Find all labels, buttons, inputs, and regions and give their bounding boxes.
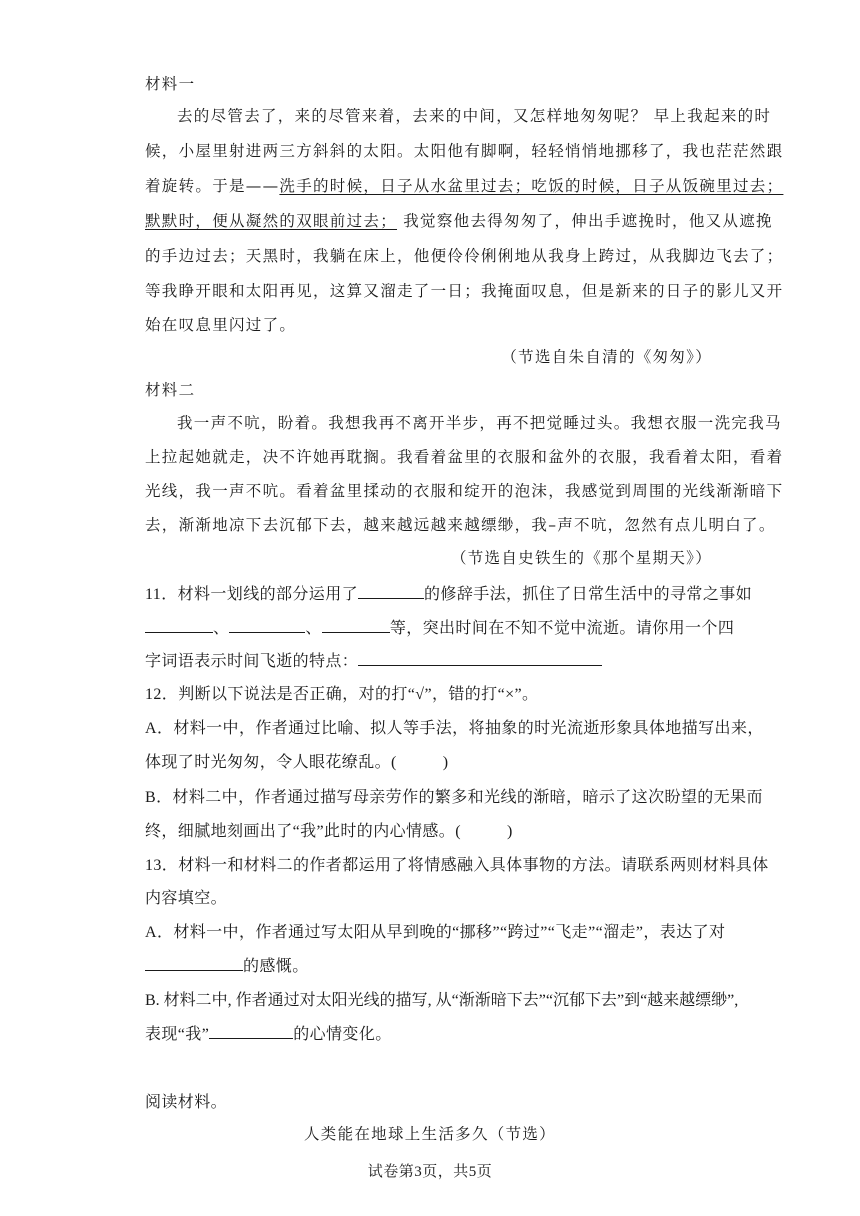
page-footer: 试卷第3页，共5页 [367, 1164, 493, 1180]
material2-line: 光线，我一声不吭。看着盆里揉动的衣服和绽开的泡沫，我感觉到周围的光线渐渐暗下 [145, 482, 784, 500]
q13-text: 的感慨。 [243, 958, 309, 975]
q13-text: 的心情变化。 [293, 1026, 392, 1043]
q11-blank-3[interactable] [229, 618, 305, 633]
q11-line [145, 648, 602, 671]
q13-stem: 内容填空。 [145, 890, 228, 907]
q12-option-b: B．材料二中，作者通过描写母亲劳作的繁多和光线的渐暗，暗示了这次盼望的无果而 [145, 789, 763, 806]
material1-underlined-text: 洗手的时候，日子从水盆里过去；吃饭的时候，日子从饭碗里过去； [279, 177, 784, 195]
q13-option-b: B. 材料二中, 作者通过对太阳光线的描写, 从“渐渐暗下去”“沉郁下去”到“越来越缥缈”, [145, 992, 739, 1009]
q11-text: 字词语表示时间飞逝的特点： [145, 653, 359, 670]
material1-underlined-text: 默默时，便从凝然的双眼前过去； [145, 212, 398, 230]
material1-text: 我觉察他去得匆匆了，伸出手遮挽时，他又从遮挽 [397, 212, 773, 230]
q11-blank-1[interactable] [358, 584, 424, 599]
q11-blank-4[interactable] [322, 618, 390, 633]
material2-line: 上拉起她就走，决不许她再耽搁。我看着盆里的衣服和盆外的衣服，我看着太阳，看着 [145, 448, 784, 466]
q11-line [145, 615, 734, 638]
material2-line: 我一声不吭，盼着。我想我再不离开半步，再不把觉睡过头。我想衣服一洗完我马 [177, 414, 782, 432]
material1-line: 的手边过去；天黑时，我躺在床上，他便伶伶俐俐地从我身上跨过，从我脚边飞去了； [145, 247, 784, 265]
q12-option-b-line [145, 818, 513, 841]
q11-blank-5[interactable] [358, 651, 602, 666]
q13-stem: 13．材料一和材料二的作者都运用了将情感融入具体事物的方法。请联系两则材料具体 [145, 857, 769, 874]
material1-line [145, 209, 773, 231]
material1-line: 去的尽管去了，来的尽管来着，去来的中间，又怎样地匆匆呢？ 早上我起来的时 [177, 107, 772, 125]
reading-intro: 阅读材料。 [145, 1094, 228, 1111]
q11-line [145, 581, 752, 604]
q13-option-b-line [145, 1021, 392, 1044]
q13-option-a: A．材料一中，作者通过写太阳从早到晚的“挪移”“跨过”“飞走”“溜走”，表达了对 [145, 924, 726, 941]
q13-blank-a[interactable] [145, 956, 243, 971]
material2-label: 材料二 [145, 381, 196, 399]
q11-separator: 、 [305, 620, 322, 637]
material1-label: 材料一 [145, 75, 196, 93]
q11-text: 等，突出时间在不知不觉中流逝。请你用一个四 [389, 620, 735, 637]
material1-text: 着旋转。于是—— [145, 177, 280, 195]
material1-line: 候，小屋里射进两三方斜斜的太阳。太阳他有脚啊，轻轻悄悄地挪移了，我也茫茫然跟 [145, 142, 784, 160]
q13-text: 表现“我” [145, 1026, 210, 1043]
material1-line: 始在叹息里闪过了。 [145, 316, 297, 334]
material1-source: （节选自朱自清的《匆匆》） [501, 348, 712, 366]
material2-source: （节选自史铁生的《那个星期天》） [450, 549, 712, 567]
material2-line: 去，渐渐地凉下去沉郁下去，越来越远越来越缥缈，我–声不吭，忽然有点儿明白了。 [145, 516, 776, 534]
q11-blank-2[interactable] [145, 618, 213, 633]
q12-text: 终，细腻地刻画出了“我”此时的内心情感。( [145, 823, 461, 840]
q12-text: ) [506, 823, 513, 840]
q12-stem: 12．判断以下说法是否正确，对的打“√”，错的打“×”。 [145, 686, 539, 703]
q12-text: 体现了时光匆匆，令人眼花缭乱。( [145, 754, 397, 771]
q11-text: 11．材料一划线的部分运用了 [145, 586, 359, 603]
q11-text: 的修辞手法，抓住了日常生活中的寻常之事如 [424, 586, 753, 603]
q13-option-a-line [145, 953, 309, 976]
material1-line [145, 174, 783, 196]
q13-blank-b[interactable] [209, 1024, 293, 1039]
reading-title: 人类能在地球上生活多久（节选） [303, 1125, 556, 1143]
q12-text: ) [442, 754, 449, 771]
material1-line: 等我睁开眼和太阳再见，这算又溜走了一日；我掩面叹息，但是新来的日子的影儿又开 [145, 282, 784, 300]
q12-option-a-line [145, 749, 448, 772]
q11-separator: 、 [213, 620, 230, 637]
q12-option-a: A．材料一中，作者通过比喻、拟人等手法，将抽象的时光流逝形象具体地描写出来， [145, 720, 764, 737]
